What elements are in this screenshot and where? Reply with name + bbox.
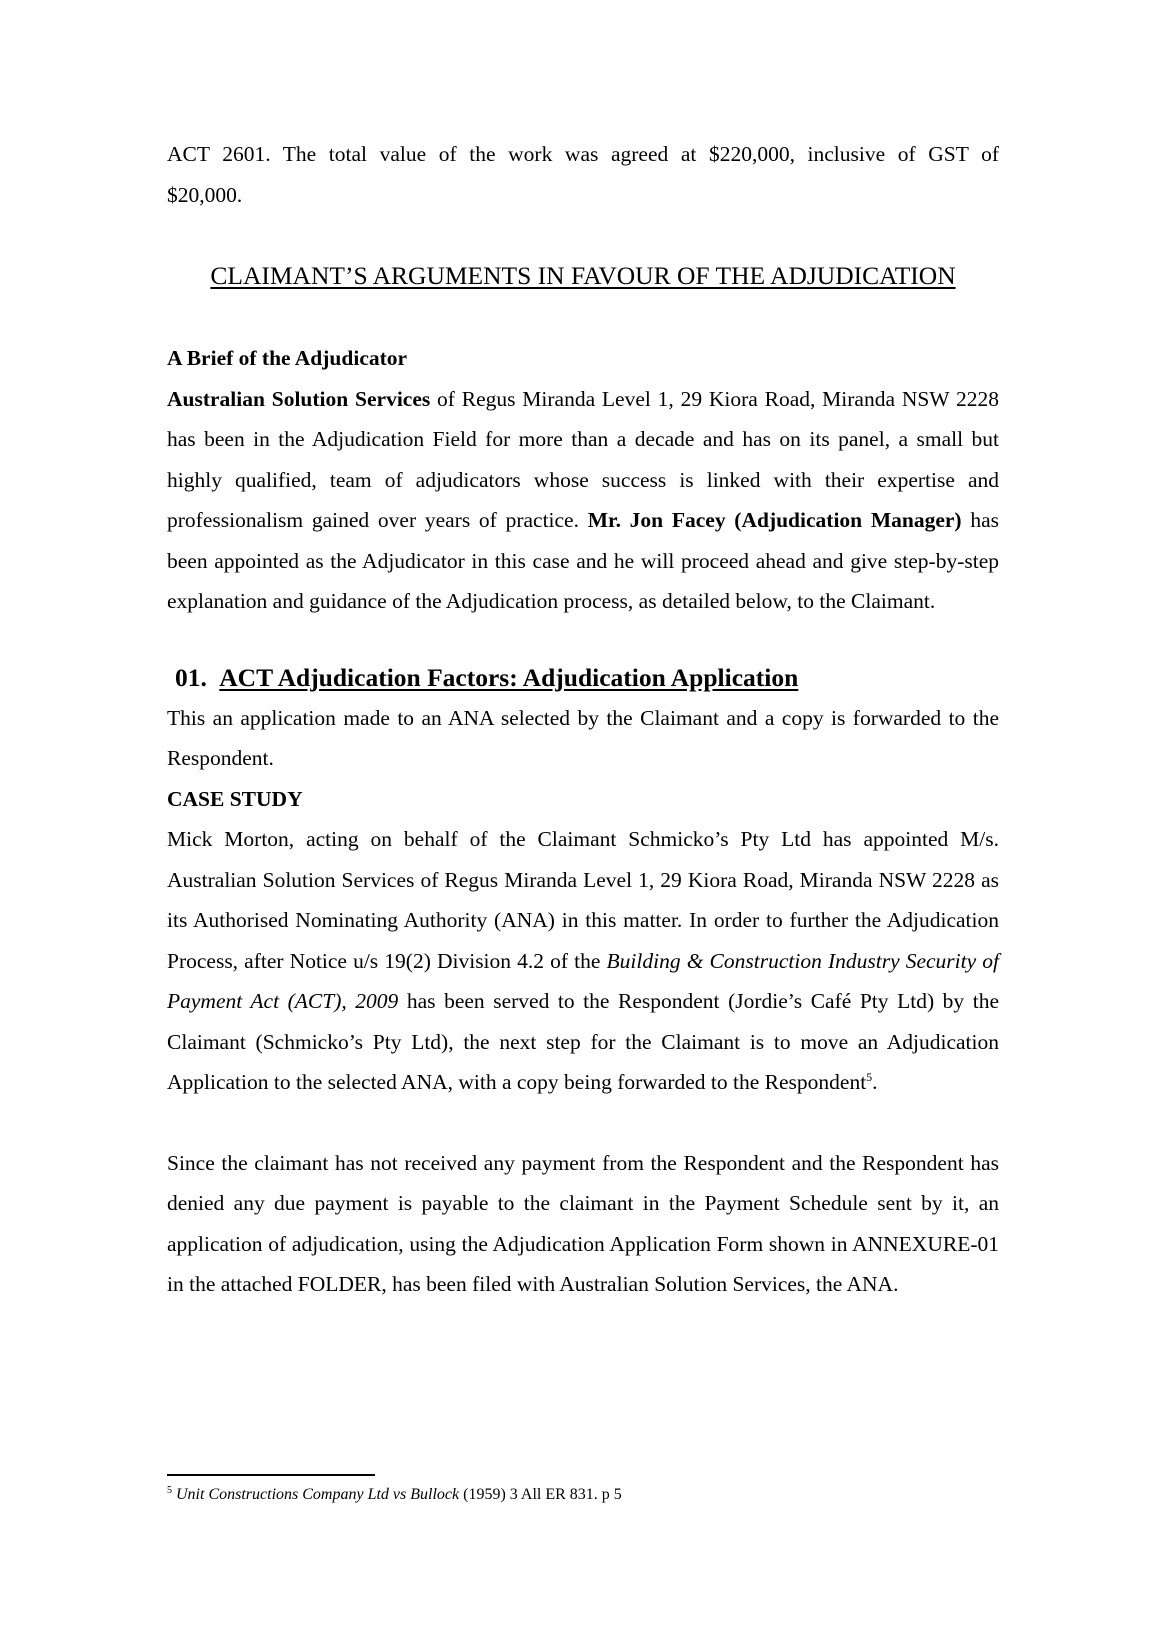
brief-text-1: of Regus Miranda Level 1, 29 Kiora Road, Miranda NSW 2228 has been in the Adjudication Field for more than a decade and has on its panel, a small but highly qualified, team of adjudicators whose success is linked with their expertise and professionalism gained over years of practice. (167, 386, 999, 532)
factor-title: ACT Adjudication Factors: Adjudication Application (219, 662, 799, 692)
footnote-case-name: Unit Constructions Company Ltd vs Bullock (176, 1486, 460, 1503)
footnote-number: 5 (167, 1485, 172, 1496)
factor-description: This an application made to an ANA selected by the Claimant and a copy is forwarded to the Respondent. (167, 705, 999, 770)
footnote-ref: 5 (866, 1070, 873, 1084)
page-body (167, 134, 999, 1305)
intro-line-2: $20,000. (167, 182, 243, 207)
footnote-text (167, 1484, 999, 1506)
case-text-1: Mick Morton, acting on behalf of the Claimant Schmicko’s Pty Ltd has appointed M/s. Australian Solution Services of Regus Miranda Level 1, 29 Kiora Road, Miranda NSW 2228 as its Authorised Nominating Authority (ANA) in this matter. In order to further the Adjudication Process, after Notice u/s 19(2) Division 4.2 of the (167, 827, 999, 973)
case-text-2: has been served to the Respondent (Jordie’s Café Pty Ltd) by the Claimant (Schmicko’s Pty Ltd), the next step for the Claimant is to move an Adjudication Application to the selected ANA, with a copy being forwarded to the Respondent (167, 989, 999, 1094)
brief-paragraph (167, 379, 999, 622)
footnote-citation: (1959) 3 All ER 831. p 5 (459, 1486, 622, 1503)
brief-text-2: has been appointed as the Adjudicator in this case and he will proceed ahead and give step-by-step explanation and guidance of the Adjudication process, as detailed below, to the Claimant. (167, 508, 999, 613)
brief-heading: A Brief of the Adjudicator (167, 346, 408, 370)
brief-company: Australian Solution Services (167, 386, 431, 411)
intro-line-1: ACT 2601. The total value of the work was agreed at $220,000, inclusive of GST of (167, 142, 999, 166)
factor-heading (175, 658, 999, 698)
case-study-paragraph (167, 819, 999, 1103)
since-paragraph: Since the claimant has not received any payment from the Respondent and the Respondent has denied any due payment is payable to the claimant in the Payment Schedule sent by it, an application of adjudication, using the Adjudication Application Form shown in ANNEXURE-01 in the attached FOLDER, has been filed with Australian Solution Services, the ANA. (167, 1150, 999, 1296)
section-title: CLAIMANT’S ARGUMENTS IN FAVOUR OF THE ADJUDICATION (210, 261, 956, 290)
case-study-heading: CASE STUDY (167, 786, 303, 811)
case-act-title: Building & Construction Industry Security of Payment Act (ACT), 2009 (167, 948, 999, 1013)
factor-number: 01. (175, 662, 207, 692)
brief-manager: Mr. Jon Facey (Adjudication Manager) (587, 508, 962, 532)
footnote (167, 1474, 999, 1506)
footnote-separator (167, 1474, 375, 1476)
case-text-end: . (872, 1070, 878, 1094)
